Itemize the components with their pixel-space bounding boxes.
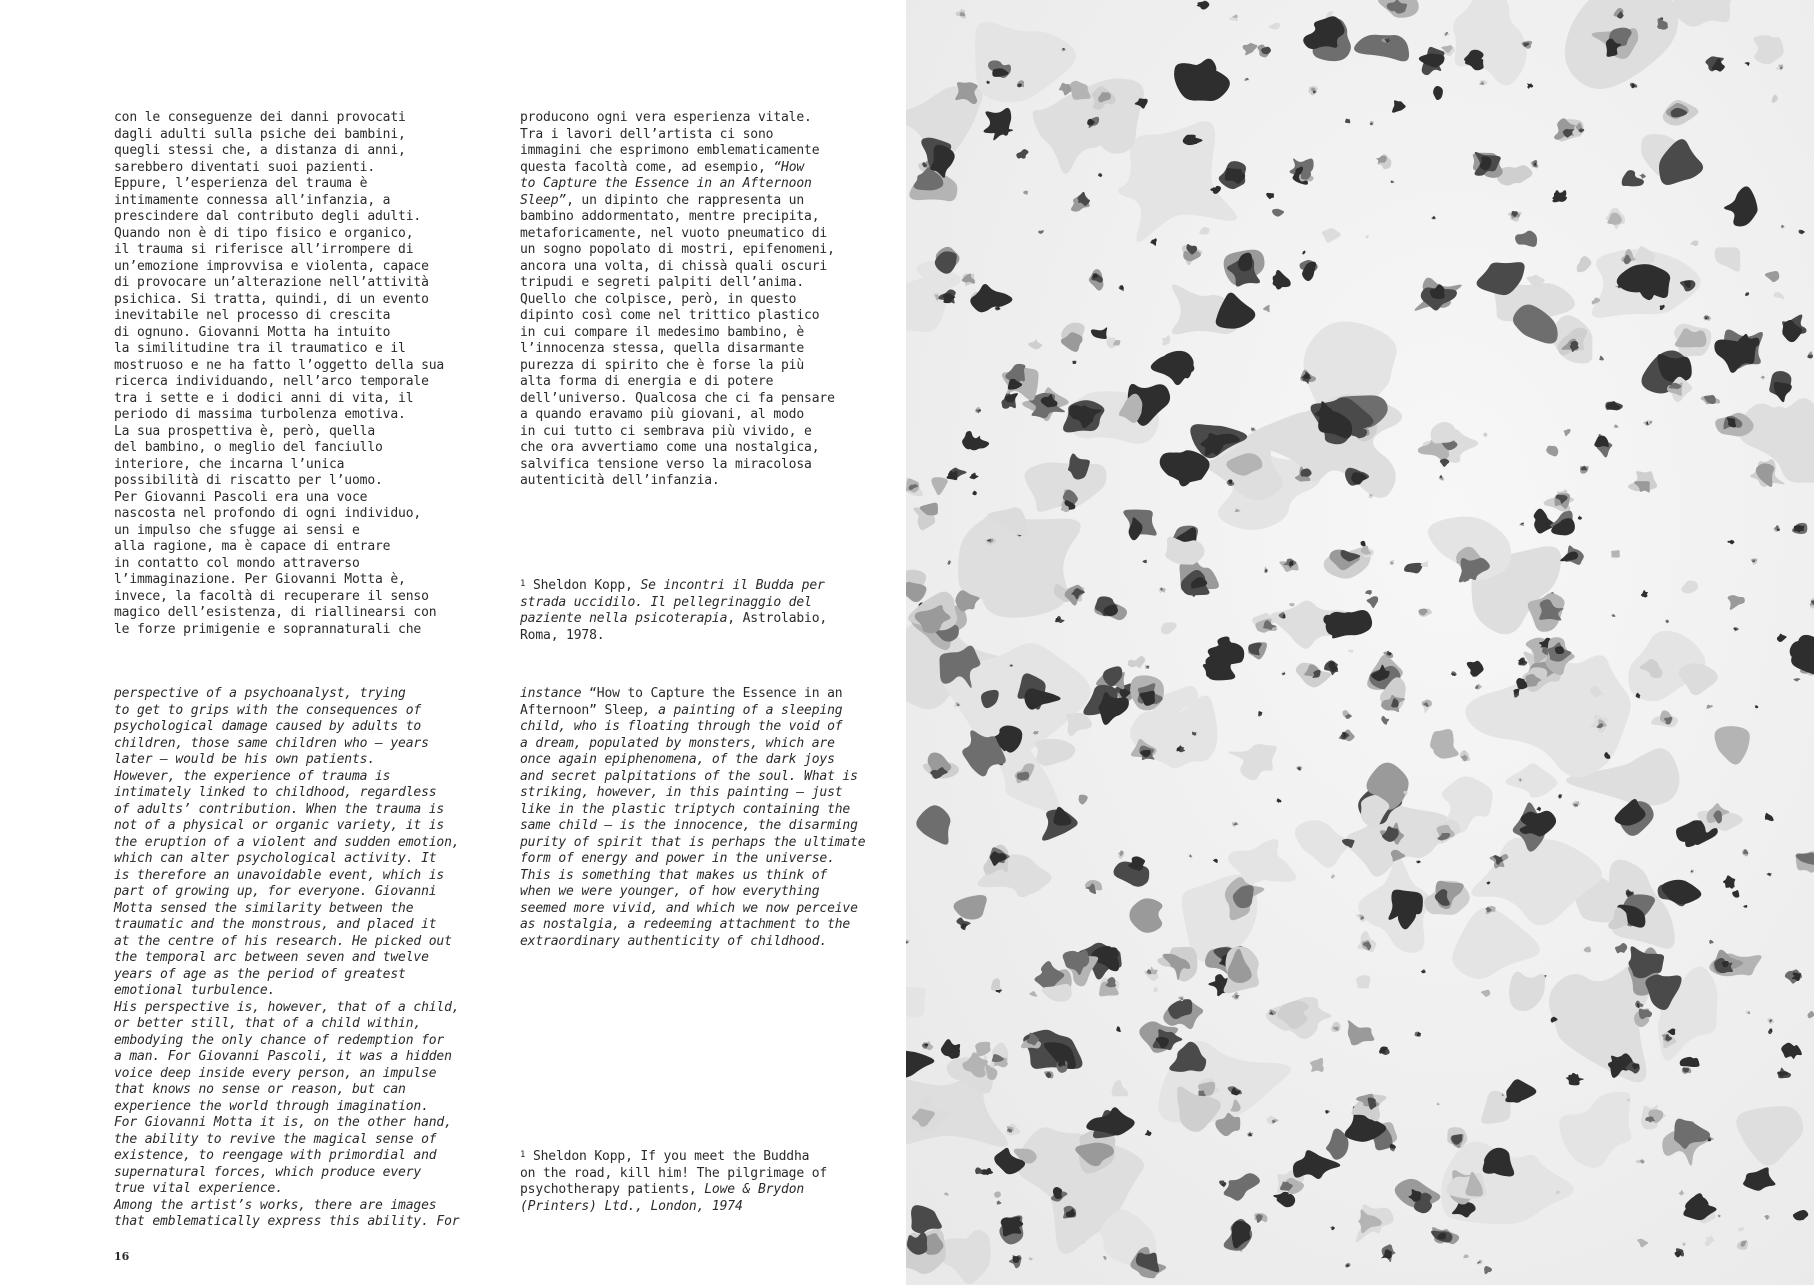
artwork-image	[906, 0, 1814, 1285]
splatter-blob	[906, 941, 908, 943]
artwork-title-italian: “How to Capture the Essence in an Afternoon Sleep”	[520, 159, 812, 208]
english-text-column-2	[520, 686, 870, 950]
page-number: 16	[114, 1250, 130, 1263]
italian-text-column-2	[520, 110, 870, 490]
italian-footnote	[520, 578, 870, 644]
footnote-text: Sheldon Kopp, If you meet the Buddha on the road, kill him! The pilgrimage of psychotherapy patients,	[520, 1149, 828, 1197]
footnote-marker: 1	[520, 579, 526, 589]
splatter-blob	[1251, 427, 1254, 430]
splatter-blob	[906, 986, 926, 1018]
abstract-splatter-painting	[906, 0, 1814, 1285]
english-footnote	[520, 1149, 870, 1215]
footnote-book-title: Se incontri il Budda per strada uccidilo. Il pellegrinaggio del paziente nella psicoterapia	[520, 578, 825, 626]
italian-col2-text-b: , un dipinto che rappresenta un bambino addormentato, mentre precipita, metaforicamente, nel vuoto pneumatico di un sogno popolato di mostri, epifenomeni, ancora una volta, di chissà quali oscuri tripudi e segreti palpiti dell’anima. Quello che colpisce, però, in questo dipinto così come nel trittico plastico in cui compare il medesimo bambino, è l’innocenza stessa, quella disarmante purezza di spirito che è forse la più alta forma di energia e di potere dell’universo. Qualcosa che ci fa pensare a quando eravamo più giovani, al modo in cui tutto ci sembrava più vivido, e che ora avvertiamo come una nostalgica, salvifica tensione verso la miracolosa autenticità dell’infanzia.	[520, 192, 835, 488]
splatter-blob	[1345, 119, 1350, 124]
left-page	[0, 0, 906, 1285]
english-text-column-1: perspective of a psychoanalyst, trying to get to grips with the consequences of psychological damage caused by adults to children, those same children who — years later — would be his own patients. However, the experience of trauma is intimately linked to childhood, regardless of adults’ contribution. When the trauma is not of a physical or organic variety, it is the eruption of a violent and sudden emotion, which can alter psychological activity. It is therefore an unavoidable event, which is part of growing up, for everyone. Giovanni Motta sensed the similarity between the traumatic and the monstrous, and placed it at the centre of his research. He picked out the temporal arc between seven and twelve years of age as the period of greatest emotional turbulence. His perspective is, however, that of a child, or better still, that of a child within, embodying the only chance of redemption for a man. For Giovanni Pascoli, it was a hidden voice deep inside every person, an impulse that knows no sense or reason, but can experience the world through imagination. For Giovanni Motta it is, on the other hand, the ability to revive the magical sense of existence, to reengage with primordial and supernatural forces, which produce every true vital experience. Among the artist’s works, there are images that emblematically express this ability. For	[114, 686, 460, 1229]
footnote-author: Sheldon Kopp,	[525, 578, 641, 593]
splatter-blob	[1356, 975, 1370, 988]
english-col2-text-a: instance	[520, 686, 590, 701]
splatter-blob	[1790, 641, 1814, 660]
footnote-publisher: , Astrolabio, Roma, 1978.	[520, 611, 828, 643]
italian-col2-text-a: producono ogni vera esperienza vitale. Tra i lavori dell’artista ci sono immagini che esprimono emblematicamente questa facoltà come, ad esempio,	[520, 110, 820, 175]
splatter-blob	[1611, 550, 1620, 557]
footnote-publisher: Lowe & Brydon (Printers) Ltd., London, 1974	[520, 1182, 805, 1214]
italian-text-column-1: con le conseguenze dei danni provocati dagli adulti sulla psiche dei bambini, quegli stessi che, a distanza di anni, sarebbero diventati suoi pazienti. Eppure, l’esperienza del trauma è intimamente connessa all’infanzia, a prescindere dal contributo degli adulti. Quando non è di tipo fisico e organico, il trauma si riferisce all’irrompere di un’emozione improvvisa e violenta, capace di provocare un’alterazione nell’attività psichica. Si tratta, quindi, di un evento inevitabile nel processo di crescita di ognuno. Giovanni Motta ha intuito la similitudine tra il traumatico e il mostruoso e ne ha fatto l’oggetto della sua ricerca individuando, nell’arco temporale tra i sette e i dodici anni di vita, il periodo di massima turbolenza emotiva. La sua prospettiva è, però, quella del bambino, o meglio del fanciullo interiore, che incarna l’unica possibilità di riscatto per l’uomo. Per Giovanni Pascoli era una voce nascosta nel profondo di ogni individuo, un impulso che sfugge ai sensi e alla ragione, ma è capace di entrare in contatto col mondo attraverso l’immaginazione. Per Giovanni Motta è, invece, la facoltà di recuperare il senso magico dell’esistenza, di riallinearsi con le forze primigenie e soprannaturali che	[114, 110, 445, 637]
footnote-marker: 1	[520, 1150, 526, 1160]
artwork-title-english: “How to Capture the Essence in an Afternoon” Sleep	[520, 686, 843, 718]
english-col2-text-b: , a painting of a sleeping child, who is floating through the void of a dream, populated by monsters, which are once again epiphenomena, of the dark joys and secret palpitations of the soul. What is striking, however, in this painting — just like in the plastic triptych containing the same child — is the innocence, the disarming purity of spirit that is perhaps the ultimate form of energy and power in the universe. This is something that makes us think of when we were younger, of how everything seemed more vivid, and which we now perceive as nostalgia, a redeeming attachment to the extraordinary authenticity of childhood.	[520, 702, 866, 949]
